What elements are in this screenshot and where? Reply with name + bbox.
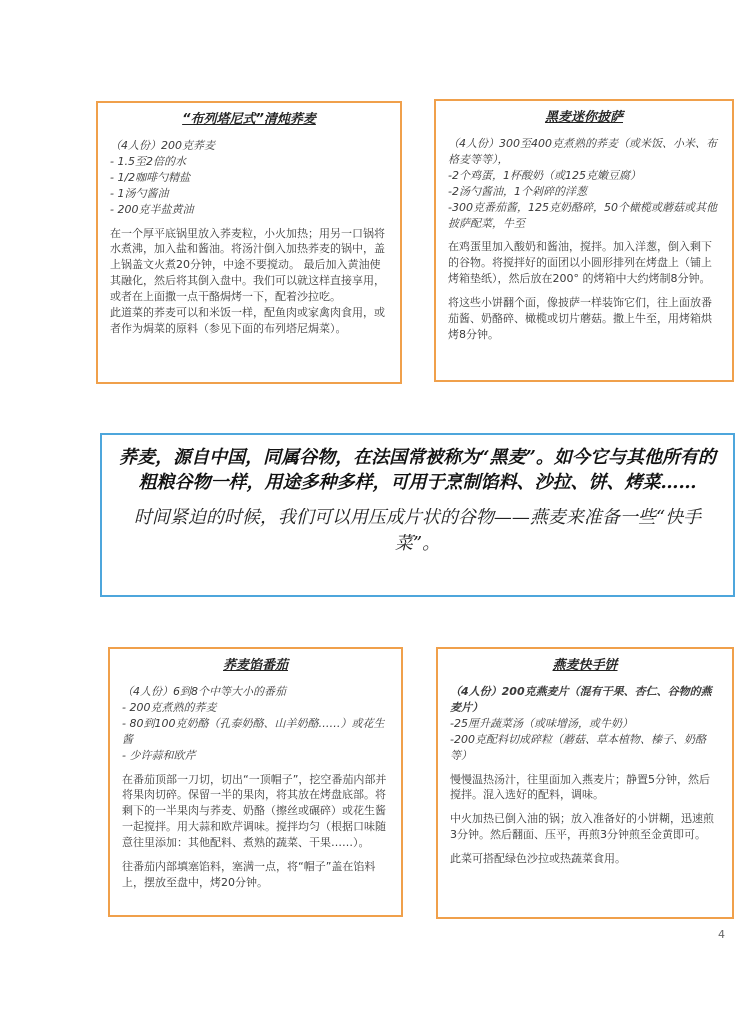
intro-banner: [100, 433, 735, 597]
ingredient-list: [448, 168, 720, 232]
ingredient-item: - 1汤勺酱油: [110, 186, 169, 200]
recipe-steps: 慢慢温热汤汁，往里面加入燕麦片；静置5分钟，然后搅拌。混入选好的配料，调味。: [450, 772, 710, 802]
recipe-title: 燕麦快手饼: [552, 658, 618, 673]
recipe-steps: 在一个厚平底锅里放入荞麦粒，小火加热；用另一口锅将水煮沸，加入盐和酱油。将汤汁倒入加热荞麦的锅中，盖上锅盖文火煮20分钟，中途不要搅动。 最后加入黄油使其融化，然后将其倒入盘中。我们可以就这样直接享用，或者在上面撒一点干酪焗烤一下，配着沙拉吃。: [110, 226, 385, 304]
ingredient-item: - 1.5至2倍的水: [110, 154, 186, 168]
ingredient-item: -2汤勺酱油，1个剁碎的洋葱: [448, 184, 587, 198]
ingredient-item: - 80到100克奶酪（孔泰奶酪、山羊奶酪……）或花生酱: [122, 716, 385, 746]
banner-sub-text: 时间紧迫的时候，我们可以用压成片状的谷物——燕麦来准备一些“快手菜”。: [133, 507, 702, 554]
recipe-servings: （4人份）200克燕麦片（混有干果、杏仁、谷物的燕麦片）: [450, 684, 712, 714]
recipe-title: “布列塔尼式”清炖荞麦: [182, 112, 316, 127]
ingredient-item: - 200克半盐黄油: [110, 202, 194, 216]
recipe-note: 此菜可搭配绿色沙拉或热蔬菜食用。: [450, 852, 626, 866]
ingredient-item: - 1/2咖啡勺精盐: [110, 170, 191, 184]
ingredient-item: -2个鸡蛋，1杯酸奶（或125克嫩豆腐）: [448, 168, 641, 182]
recipe-title: 荞麦馅番茄: [222, 658, 288, 673]
ingredient-list: [110, 154, 388, 218]
banner-main-text: 荞麦，源自中国，同属谷物，在法国常被称为“黑麦”。如今它与其他所有的粗粮谷物一样，用途多种多样，可用于烹制馅料、沙拉、饼、烤菜……: [119, 447, 716, 494]
recipe-servings: （4人份）200克荞麦: [110, 138, 215, 152]
recipe-card-stuffed-tomato: [108, 647, 403, 917]
ingredient-list: [122, 700, 389, 764]
ingredient-item: - 少许蒜和欧芹: [122, 748, 196, 762]
recipe-servings: （4人份）300至400克煮熟的荞麦（或米饭、小米、布格麦等等），: [448, 136, 717, 166]
recipe-note: 将这些小饼翻个面，像披萨一样装饰它们，往上面放番茄酱、奶酪碎、橄榄或切片蘑菇。撒上牛至，用烤箱烘烤8分钟。: [448, 296, 712, 342]
ingredient-item: -200克配料切成碎粒（蘑菇、草本植物、榛子、奶酪等）: [450, 732, 706, 762]
recipe-step-2: 中火加热已倒入油的锅；放入准备好的小饼糊，迅速煎3分钟。然后翻面、压平，再煎3分钟煎至金黄即可。: [450, 812, 714, 842]
page-number: 4: [718, 928, 725, 941]
recipe-steps: 在鸡蛋里加入酸奶和酱油，搅拌。加入洋葱，倒入剩下的谷物。将搅拌好的面团以小圆形排列在烤盘上（铺上烤箱垫纸），然后放在200° 的烤箱中大约烤制8分钟。: [448, 240, 712, 286]
ingredient-item: - 200克煮熟的荞麦: [122, 700, 217, 714]
recipe-title: 黑麦迷你披萨: [544, 110, 623, 125]
recipe-note: 往番茄内部填塞馅料，塞满一点，将“帽子”盖在馅料上，摆放至盘中，烤20分钟。: [122, 860, 376, 890]
ingredient-item: -300克番茄酱，125克奶酪碎，50个橄榄或蘑菇或其他披萨配菜，牛至: [448, 200, 717, 230]
ingredient-list: [450, 716, 720, 764]
ingredient-item: -25厘升蔬菜汤（或味增汤，或牛奶）: [450, 716, 633, 730]
recipe-card-oat-pancake: [436, 647, 734, 919]
recipe-steps: 在番茄顶部一刀切，切出“一顶帽子”，挖空番茄内部并将果肉切碎。保留一半的果肉，将其放在烤盘底部。将剩下的一半果肉与荞麦、奶酪（擦丝或碾碎）或花生酱一起搅拌。用大蒜和欧芹调味。搅拌均匀（根据口味随意往里添加：其他配料、煮熟的蔬菜、干果……）。: [122, 772, 387, 850]
recipe-card-buckwheat-stew: [96, 101, 402, 384]
recipe-servings: （4人份）6到8个中等大小的番茄: [122, 684, 286, 698]
recipe-note: 此道菜的荞麦可以和米饭一样，配鱼肉或家禽肉食用，或者作为焗菜的原料（参见下面的布列塔尼焗菜）。: [110, 306, 385, 336]
recipe-card-mini-pizza: [434, 99, 734, 382]
